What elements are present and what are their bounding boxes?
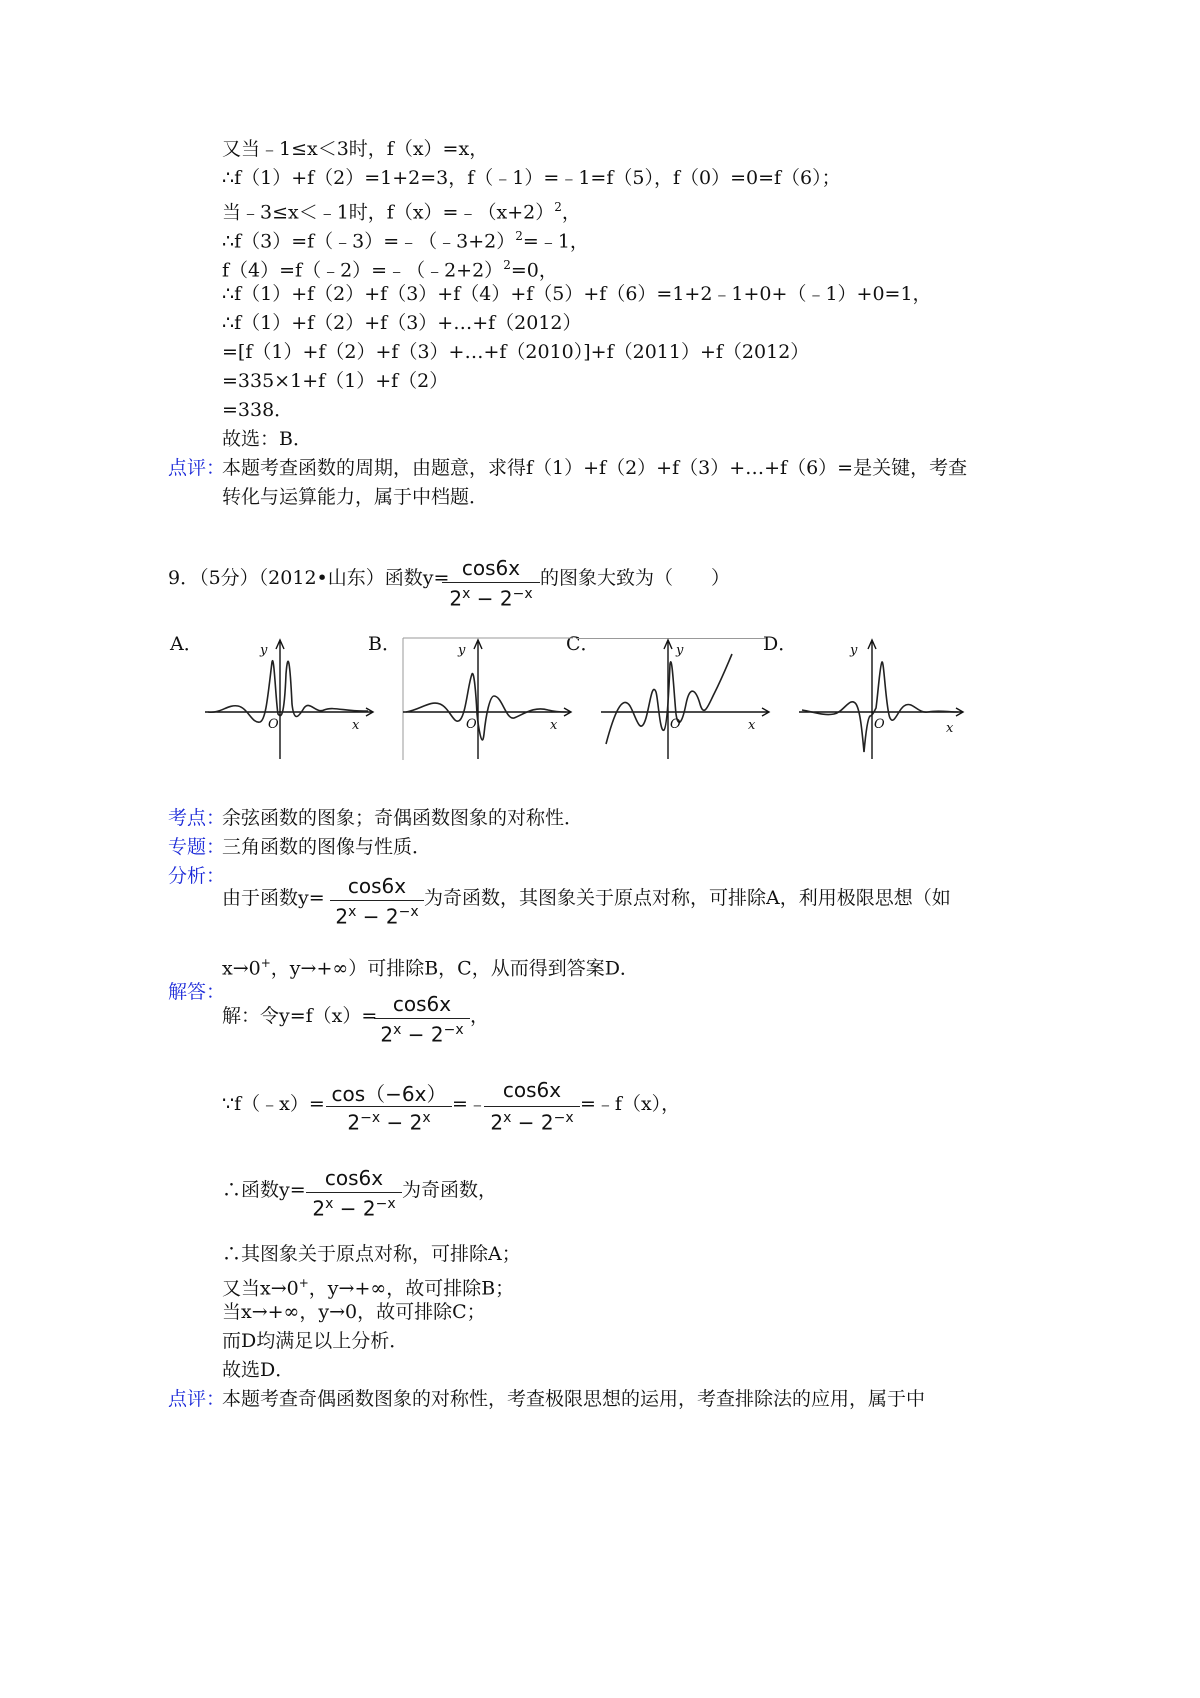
curve — [406, 674, 566, 740]
solution-line-11: 故选：B． — [222, 428, 312, 450]
fraction-denominator: $2^x - 2^{-x}$ — [380, 1022, 464, 1047]
fraction-bar — [326, 1106, 452, 1107]
kaodian-label: 考点： — [168, 807, 226, 829]
sol-l1-fraction — [374, 992, 470, 1050]
y-label: y — [676, 643, 684, 658]
fraction-denominator: $2^x - 2^{-x}$ — [449, 586, 533, 611]
y-label: y — [260, 643, 268, 658]
sol-l1-post: ， — [470, 1005, 490, 1027]
fraction-denominator: $2^x - 2^{-x}$ — [490, 1110, 574, 1135]
origin-label: O — [670, 717, 681, 732]
y-label: y — [850, 643, 858, 658]
option-b-label[interactable]: B． — [368, 633, 401, 655]
origin-label: O — [268, 717, 279, 732]
fraction-bar — [306, 1192, 402, 1193]
sol-l8: 故选D． — [222, 1359, 295, 1381]
option-a-label[interactable]: A． — [170, 633, 203, 655]
sol-l5: 又当x→0+，y→+∞，故可排除B； — [222, 1276, 515, 1300]
sol-l2-mid: =﹣ — [452, 1093, 487, 1115]
x-label: x — [352, 718, 360, 733]
x-label: x — [748, 718, 756, 733]
fraction-denominator: $2^{-x} - 2^x$ — [347, 1110, 431, 1135]
sol-l6: 当x→+∞，y→0，故可排除C； — [222, 1301, 486, 1323]
comment-line-2: 转化与运算能力，属于中档题． — [222, 486, 489, 508]
sol-l3-post: 为奇函数， — [402, 1179, 498, 1201]
curve — [802, 662, 958, 752]
x-label: x — [550, 718, 558, 733]
origin-label: O — [874, 717, 885, 732]
question-suffix: 的图象大致为（ ） — [540, 567, 731, 589]
fraction-denominator: $2^x - 2^{-x}$ — [335, 904, 419, 929]
fraction-bar — [484, 1106, 580, 1107]
fraction-numerator: cos6x — [502, 1078, 562, 1102]
option-d-graph[interactable] — [794, 634, 974, 764]
solution-line-2: ∴f（1）+f（2）=1+2=3，f（﹣1）=﹣1=f（5），f（0）=0=f（6）； — [222, 167, 841, 189]
solution-line-1: 又当﹣1≤x＜3时，f（x）=x， — [222, 138, 489, 160]
solution-line-5: f（4）=f（﹣2）=﹣（﹣2+2）$^2$=0， — [222, 258, 558, 282]
fenxi-pre: 由于函数y= — [222, 887, 325, 909]
question-prefix: 9．（5分）（2012•山东）函数y= — [168, 567, 450, 589]
sol-l2-fraction-b — [484, 1078, 580, 1138]
sol-l3-fraction — [306, 1166, 402, 1224]
sol-l2-post: =﹣f（x）， — [580, 1093, 681, 1115]
option-a-graph[interactable] — [200, 634, 380, 764]
y-label: y — [458, 643, 466, 658]
comment-line-1: 本题考查函数的周期，由题意，求得f（1）+f（2）+f（3）+…+f（6）=是关键，考查 — [222, 457, 968, 479]
sol-l3-pre: ∴函数y= — [222, 1179, 306, 1201]
fraction-numerator: cos6x — [461, 556, 521, 580]
x-label: x — [946, 721, 954, 736]
jieda-label: 解答： — [168, 981, 226, 1003]
fraction-numerator: cos6x — [347, 874, 407, 898]
sol-l2-pre: ∵f（﹣x）= — [222, 1093, 325, 1115]
zhuanti-text: 三角函数的图像与性质． — [222, 836, 432, 858]
sol-l2-fraction-a — [326, 1078, 452, 1138]
fraction-numerator: cos6x — [392, 992, 452, 1016]
fenxi-label: 分析： — [168, 865, 226, 887]
solution-line-6: ∴f（1）+f（2）+f（3）+f（4）+f（5）+f（6）=1+2﹣1+0+（﹣1）+0=1， — [222, 283, 932, 305]
zhuanti-label: 专题： — [168, 836, 226, 858]
fraction-bar — [442, 582, 540, 583]
comment2-label: 点评： — [168, 1388, 226, 1410]
option-d-label[interactable]: D． — [763, 633, 798, 655]
fenxi-fraction — [330, 874, 424, 932]
solution-line-9: =335×1+f（1）+f（2） — [222, 370, 449, 392]
solution-line-10: =338． — [222, 399, 294, 421]
fenxi-post: 为奇函数，其图象关于原点对称，可排除A，利用极限思想（如 — [424, 887, 951, 909]
origin-label: O — [466, 717, 477, 732]
comment-label: 点评： — [168, 457, 226, 479]
fraction-bar — [330, 900, 424, 901]
fraction-numerator: cos6x — [324, 1166, 384, 1190]
option-c-label[interactable]: C． — [566, 633, 600, 655]
option-c-graph[interactable] — [596, 634, 776, 764]
fraction-bar — [374, 1018, 470, 1019]
solution-line-7: ∴f（1）+f（2）+f（3）+…+f（2012） — [222, 312, 582, 334]
curve — [208, 661, 368, 722]
comment2-text: 本题考查奇偶函数图象的对称性，考查极限思想的运用，考查排除法的应用，属于中 — [222, 1388, 926, 1410]
sol-l7: 而D均满足以上分析． — [222, 1330, 409, 1352]
solution-line-8: =[f（1）+f（2）+f（3）+…+f（2010）]+f（2011）+f（2012） — [222, 341, 810, 363]
sol-l4: ∴其图象关于原点对称，可排除A； — [222, 1243, 521, 1265]
curve — [606, 654, 732, 744]
question-fraction — [442, 556, 540, 614]
fraction-denominator: $2^x - 2^{-x}$ — [312, 1196, 396, 1221]
sol-l1-pre: 解：令y=f（x）= — [222, 1005, 378, 1027]
fraction-numerator: cos（−6x） — [331, 1082, 447, 1106]
kaodian-text: 余弦函数的图象；奇偶函数图象的对称性． — [222, 807, 584, 829]
solution-line-3: 当﹣3≤x＜﹣1时，$f(x)=﹣(x+2)^2$， — [222, 200, 581, 224]
fenxi-line-2: x→0+，y→+∞）可排除B，C，从而得到答案D． — [222, 956, 639, 980]
option-b-graph[interactable] — [398, 634, 578, 764]
solution-line-4: ∴f（3）=f（﹣3）=﹣（﹣3+2）$^2$=﹣1， — [222, 229, 589, 253]
